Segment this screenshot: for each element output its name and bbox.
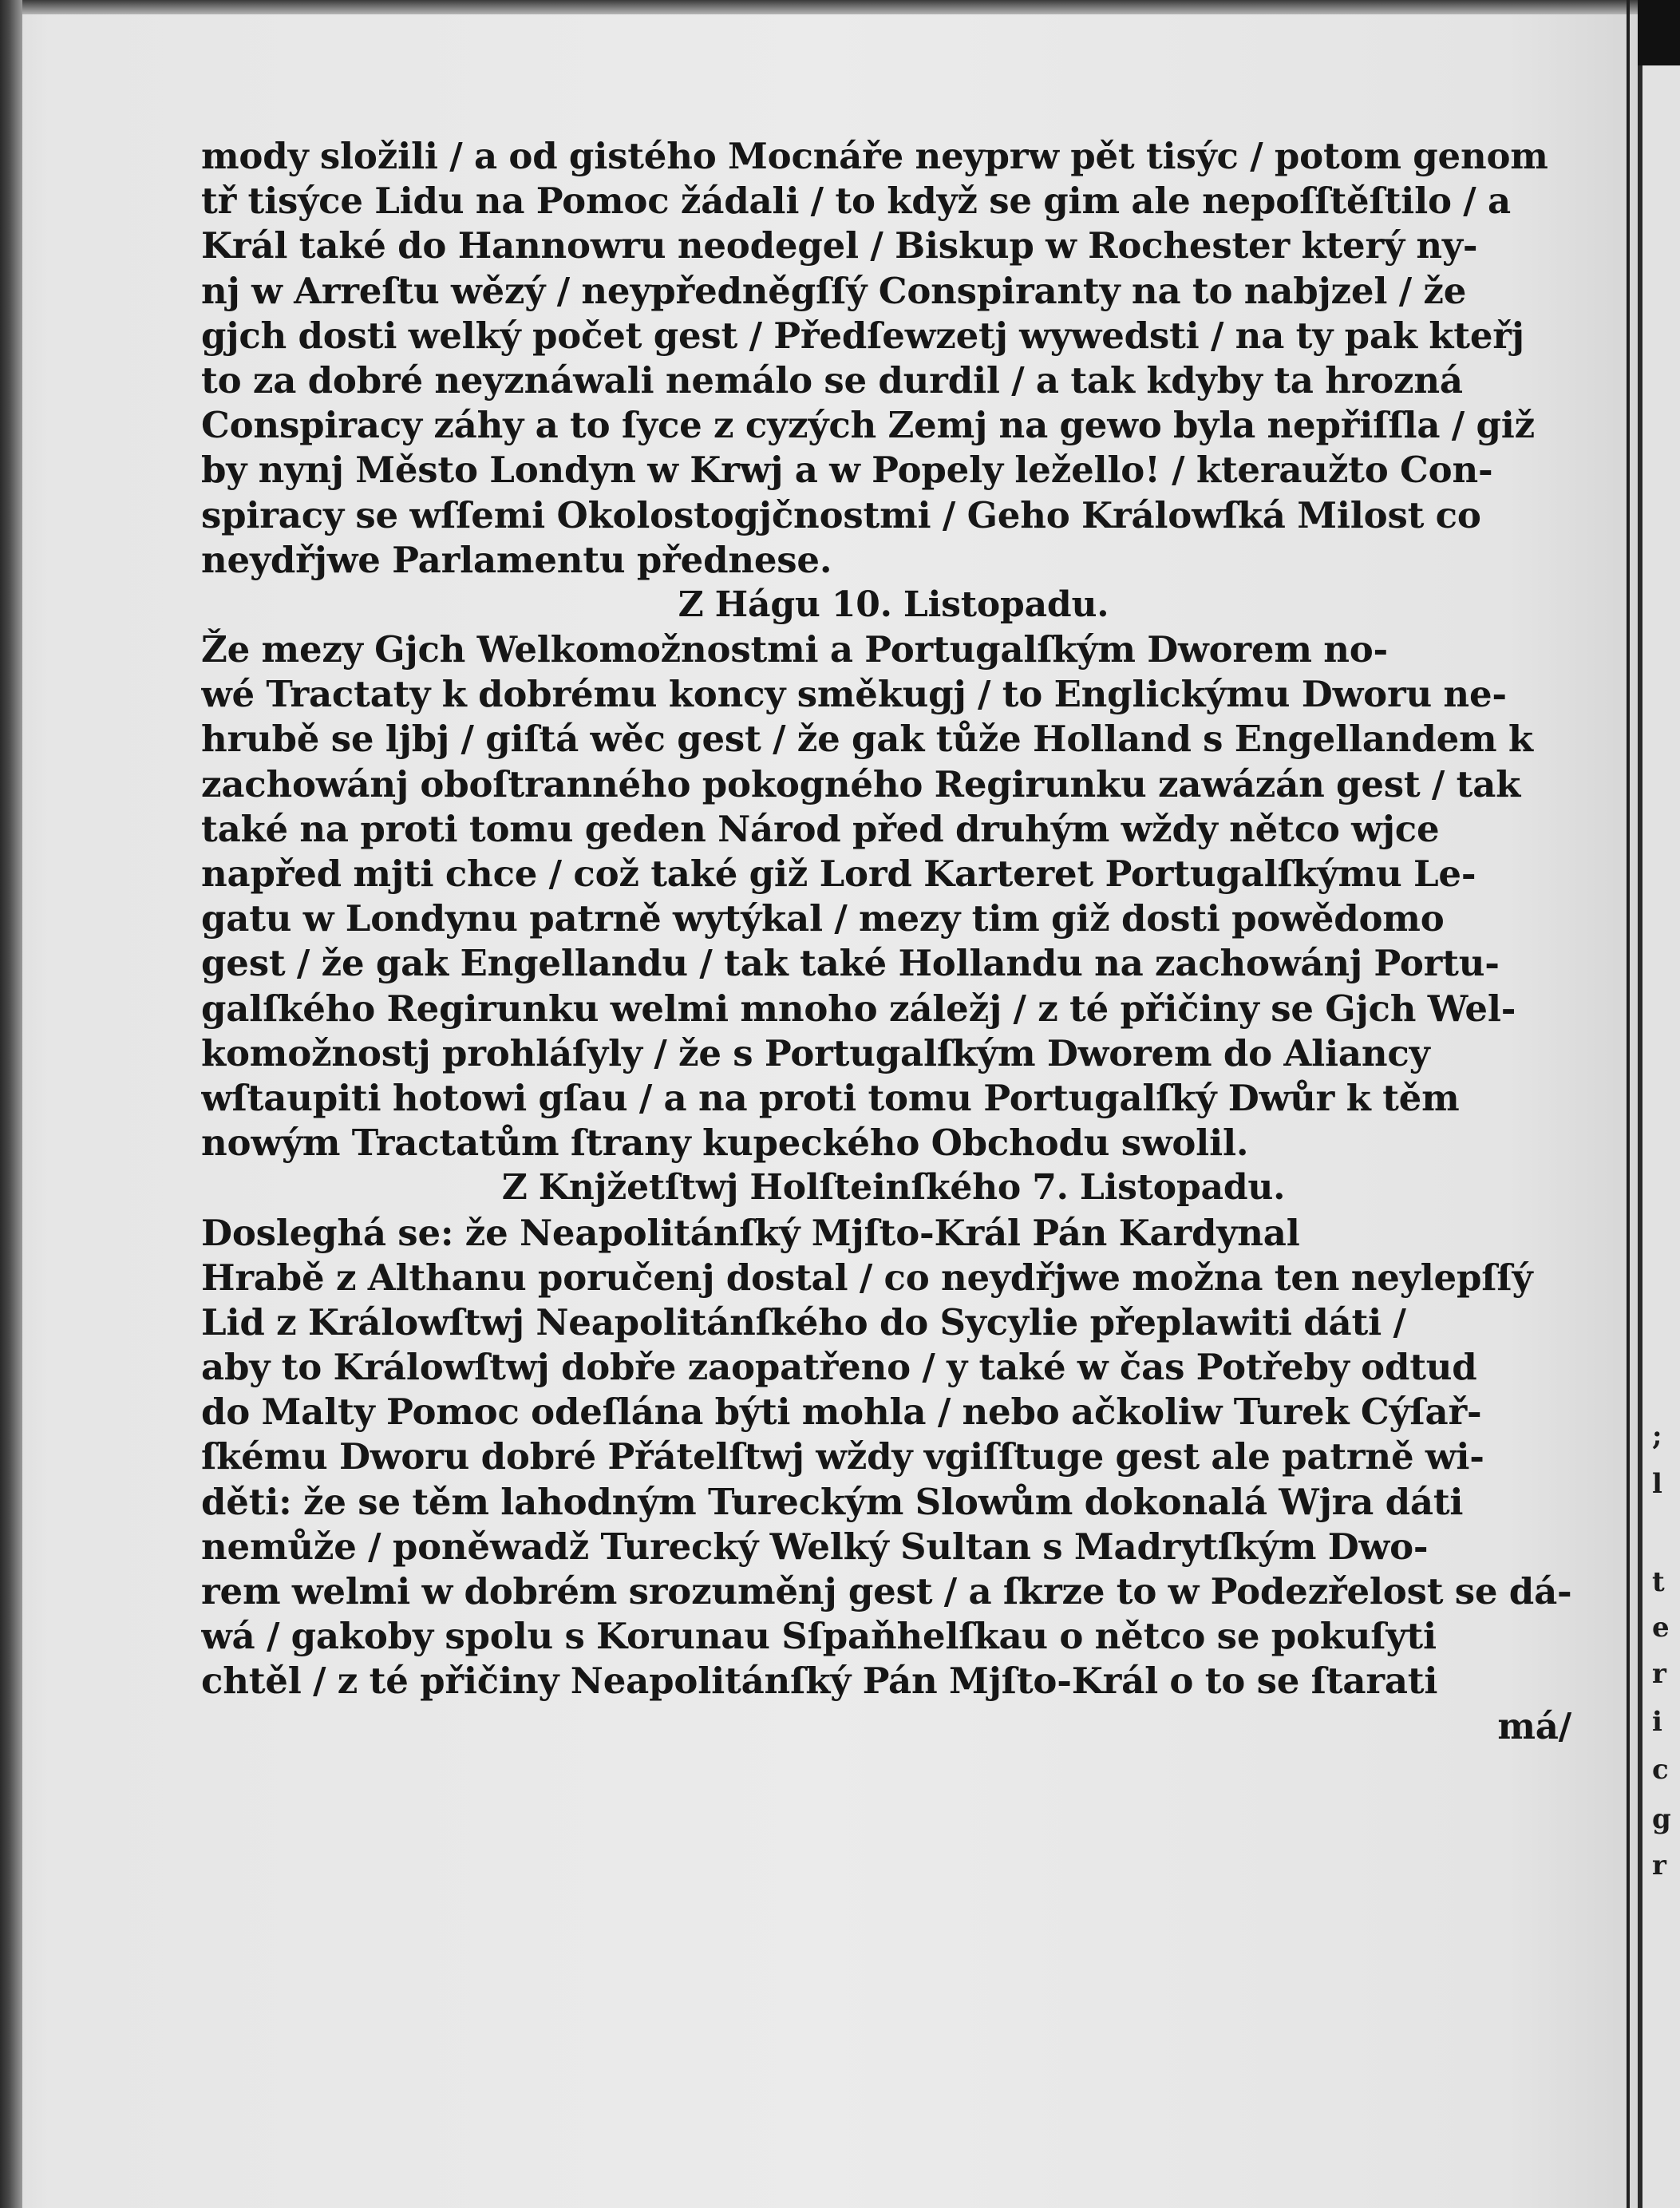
adjacent-text-fragment: i bbox=[1652, 1706, 1662, 1738]
text-line: do Malty Pomoc odeſlána býti mohla / nebo ačkoliw Turek Cýſař- bbox=[201, 1391, 1482, 1434]
text-line: Hrabě z Althanu poručenj dostal / co neydřjwe možna ten neylepſſý bbox=[201, 1256, 1533, 1299]
adjacent-text-fragment: g bbox=[1652, 1803, 1671, 1835]
text-line: nj w Arreſtu wězý / neypředněgſſý Conspiranty na to nabjzel / že bbox=[201, 269, 1467, 312]
text-line: Conspiracy záhy a to ſyce z cyzých Zemj na gewo byla nepřiſſla / giž bbox=[201, 404, 1536, 447]
adjacent-text-fragment: ; bbox=[1652, 1420, 1662, 1452]
binding-fold bbox=[1627, 0, 1630, 2208]
adjacent-text-fragment: l bbox=[1652, 1468, 1662, 1500]
text-line: Král také do Hannowru neodegel / Biskup w Rochester který ny- bbox=[201, 224, 1478, 267]
text-line: nowým Tractatům ſtrany kupeckého Obchodu swolil. bbox=[201, 1122, 1249, 1165]
text-line: aby to Králowſtwj dobře zaopatřeno / y také w čas Potřeby odtud bbox=[201, 1346, 1477, 1389]
text-line: wá / gakoby spolu s Korunau Sſpaňhelſkau o nětco se pokuſyti bbox=[201, 1615, 1437, 1658]
adjacent-text-fragment: r bbox=[1652, 1658, 1666, 1690]
text-line: Dosleghá se: že Neapolitánſký Mjſto-Král Pán Kardynal bbox=[201, 1211, 1300, 1254]
text-line: to za dobré neyznáwali nemálo se durdil / a tak kdyby ta hrozná bbox=[201, 358, 1463, 402]
text-line: zachowánj oboſtranného pokogného Regirunku zawázán gest / tak bbox=[201, 762, 1521, 805]
adjacent-text-fragment: e bbox=[1652, 1612, 1670, 1644]
text-line: nemůže / poněwadž Turecký Welký Sultan s Madrytſkým Dwo- bbox=[201, 1525, 1429, 1568]
text-line: gest / že gak Engellandu / tak také Hollandu na zachowánj Portu- bbox=[201, 942, 1500, 985]
text-line: chtěl / z té přičiny Neapolitánſký Pán Mjſto-Král o to se ſtarati bbox=[201, 1660, 1438, 1703]
text-line: spiracy se wſſemi Okolostogjčnostmi / Geho Králowſká Milost co bbox=[201, 493, 1481, 536]
dateline-holstein: Z Knjžetſtwj Holſteinſkého 7. Listopadu. bbox=[501, 1167, 1286, 1209]
adjacent-text-fragment: c bbox=[1652, 1754, 1669, 1786]
text-line: ſkému Dworu dobré Přátelſtwj wždy vgiſſtuge gest ale patrně wi- bbox=[201, 1435, 1484, 1478]
adjacent-page-shadow bbox=[1638, 0, 1680, 65]
text-line: wé Tractaty k dobrému koncy směkugj / to Englickýmu Dworu ne- bbox=[201, 673, 1507, 716]
text-line: komožnostj prohláſyly / že s Portugalſkým Dworem do Aliancy bbox=[201, 1031, 1430, 1074]
adjacent-text-fragment: t bbox=[1652, 1566, 1665, 1598]
text-line: neydřjwe Parlamentu přednese. bbox=[201, 538, 832, 581]
text-line: rem welmi w dobrém srozuměnj gest / a ſkrze to w Podezřelost se dá- bbox=[201, 1570, 1572, 1612]
text-line: tř tisýce Lidu na Pomoc žádali / to když se gim ale nepoſſtěſtilo / a bbox=[201, 180, 1511, 223]
adjacent-text-fragment: r bbox=[1652, 1850, 1666, 1882]
adjacent-page-edge bbox=[1638, 0, 1680, 2208]
text-line: děti: že se těm lahodným Tureckým Slowům dokonalá Wjra dáti bbox=[201, 1480, 1464, 1523]
page-top-edge bbox=[0, 0, 1638, 14]
text-line: Že mezy Gjch Welkomožnostmi a Portugalſkým Dworem no- bbox=[201, 628, 1389, 671]
text-line: hrubě se ljbj / giſtá wěc gest / že gak tůže Holland s Engellandem k bbox=[201, 718, 1533, 761]
page-left-edge bbox=[0, 0, 22, 2208]
text-line: mody složili / a od gistého Mocnáře neyprw pět tisýc / potom genom bbox=[201, 135, 1548, 177]
text-line: napřed mjti chce / což také giž Lord Karteret Portugalſkýmu Le- bbox=[201, 853, 1476, 895]
text-line: wſtaupiti hotowi gſau / a na proti tomu Portugalſký Dwůr k těm bbox=[201, 1076, 1460, 1119]
text-line: Lid z Králowſtwj Neapolitánſkého do Sycylie přeplawiti dáti / bbox=[201, 1300, 1406, 1343]
catchword: má/ bbox=[1497, 1704, 1571, 1747]
adjacent-page-border bbox=[1638, 65, 1642, 2208]
text-line: gatu w Londynu patrně wytýkal / mezy tim giž dosti powědomo bbox=[201, 897, 1445, 940]
page-text bbox=[201, 134, 1586, 1749]
text-line: galſkého Regirunku welmi mnoho záležj / z té přičiny se Gjch Wel- bbox=[201, 987, 1516, 1030]
dateline-hague: Z Hágu 10. Listopadu. bbox=[678, 584, 1109, 625]
text-line: gjch dosti welký počet gest / Předſewzetj wywedsti / na ty pak kteřj bbox=[201, 314, 1524, 357]
text-line: by nynj Město Londyn w Krwj a w Popely ležello! / kteraužto Con- bbox=[201, 449, 1493, 492]
text-line: také na proti tomu geden Národ před druhým wždy nětco wjce bbox=[201, 807, 1440, 850]
